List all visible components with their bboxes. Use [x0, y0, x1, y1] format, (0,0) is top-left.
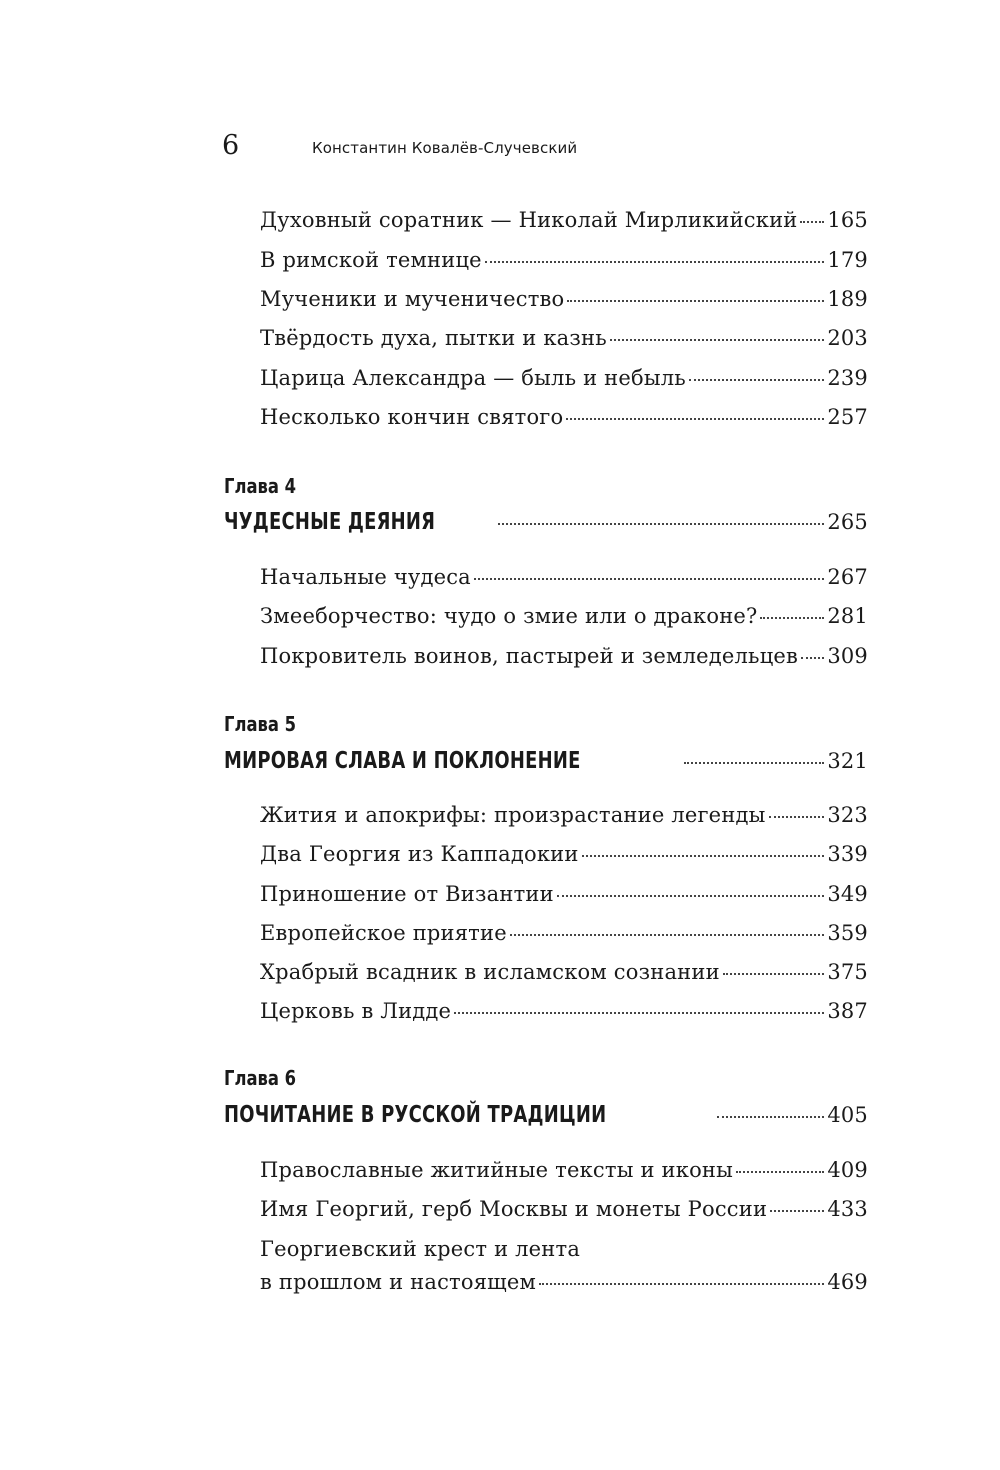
toc-entry: [260, 364, 868, 392]
chapter-heading: [224, 508, 868, 536]
toc-entry-title: Мученики и мученичество: [260, 287, 565, 311]
toc-entry-title: Твёрдость духа, пытки и казнь: [260, 326, 607, 350]
dot-leader: [689, 379, 824, 381]
dot-leader: [801, 657, 824, 659]
chapter-page: 321: [827, 749, 868, 773]
dot-leader: [566, 418, 824, 420]
toc-entry-title: Приношение от Византии: [260, 882, 554, 906]
dot-leader: [760, 617, 824, 619]
dot-leader: [539, 1283, 824, 1285]
toc-entry-title: Два Георгия из Каппадокии: [260, 842, 579, 866]
toc-entry-title: Змееборчество: чудо о змие или о драконе?: [260, 604, 758, 628]
chapter-title: ЧУДЕСНЫЕ ДЕЯНИЯ: [224, 509, 436, 535]
toc-entry: [260, 324, 868, 352]
dot-leader: [769, 816, 825, 818]
dot-leader: [582, 855, 825, 857]
toc-entry: [260, 602, 868, 630]
dot-leader: [510, 934, 824, 936]
dot-leader: [474, 578, 824, 580]
toc-entry-title: Покровитель воинов, пастырей и земледельцев: [260, 644, 799, 668]
toc-entry-title-line2: в прошлом и настоящем: [260, 1270, 537, 1294]
dot-leader: [736, 1171, 824, 1173]
toc-entry: [260, 801, 868, 829]
toc-entry: [260, 880, 868, 908]
chapter-label: Глава 5: [224, 712, 297, 736]
toc-entry-title: Церковь в Лидде: [260, 999, 452, 1023]
toc-entry-page: 339: [827, 842, 868, 866]
toc-entry: [260, 206, 868, 234]
chapter-page: 265: [827, 510, 868, 534]
toc-entry-page: 239: [827, 366, 868, 390]
toc-entry: [260, 403, 868, 431]
toc-entry-page: 267: [827, 565, 868, 589]
toc-entry: [260, 958, 868, 986]
toc-entry: [260, 1156, 868, 1184]
toc-entry-page: 189: [827, 287, 868, 311]
page-number: 6: [222, 130, 240, 161]
chapter-label: Глава 4: [224, 474, 297, 498]
toc-entry-title: Начальные чудеса: [260, 565, 471, 589]
toc-entry-page: 309: [827, 644, 868, 668]
dot-leader: [610, 339, 824, 341]
toc-entry-page: 203: [827, 326, 868, 350]
running-head: [0, 0, 1000, 180]
toc-entry-page: 409: [827, 1158, 868, 1182]
toc-entry-page: 179: [827, 248, 868, 272]
chapter-page: 405: [827, 1103, 868, 1127]
toc-entry: [260, 1268, 868, 1296]
toc-entry-page: 359: [827, 921, 868, 945]
dot-leader: [498, 523, 825, 525]
toc-entry-title: Царица Александра — быль и небыль: [260, 366, 686, 390]
dot-leader: [567, 300, 824, 302]
chapter-title: МИРОВАЯ СЛАВА И ПОКЛОНЕНИЕ: [224, 748, 581, 774]
toc-entry-title: Духовный соратник — Николай Мирликийский: [260, 208, 798, 232]
toc-entry-page: 375: [827, 960, 868, 984]
dot-leader: [717, 1116, 824, 1118]
toc-entry: [260, 997, 868, 1025]
dot-leader: [800, 221, 824, 223]
toc-entry: [260, 563, 868, 591]
toc-entry-page: 323: [827, 803, 868, 827]
dot-leader: [770, 1210, 824, 1212]
toc-entry: [260, 919, 868, 947]
toc-entry: [260, 642, 868, 670]
dot-leader: [723, 973, 825, 975]
toc-entry-page: 387: [827, 999, 868, 1023]
toc-entry-page: 281: [827, 604, 868, 628]
toc-entry-title: Жития и апокрифы: произрастание легенды: [260, 803, 766, 827]
toc-entry-title: Имя Георгий, герб Москвы и монеты России: [260, 1197, 768, 1221]
toc-entry-page: 349: [827, 882, 868, 906]
chapter-label: Глава 6: [224, 1066, 297, 1090]
toc-entry: [260, 285, 868, 313]
dot-leader: [557, 895, 825, 897]
dot-leader: [684, 762, 824, 764]
chapter-heading: [224, 1101, 868, 1129]
toc-entry-page: 165: [827, 208, 868, 232]
dot-leader: [454, 1012, 824, 1014]
dot-leader: [485, 261, 825, 263]
toc-entry: [260, 246, 868, 274]
toc-entry-title: Европейское приятие: [260, 921, 507, 945]
toc-entry-title: Несколько кончин святого: [260, 405, 564, 429]
toc-entry-page: 257: [827, 405, 868, 429]
toc-entry-page: 469: [827, 1270, 868, 1294]
toc-entry-title: Православные житийные тексты и иконы: [260, 1158, 734, 1182]
toc-entry: [260, 840, 868, 868]
chapter-title: ПОЧИТАНИЕ В РУССКОЙ ТРАДИЦИИ: [224, 1102, 607, 1128]
toc-entry: [260, 1195, 868, 1223]
toc-entry-title: Храбрый всадник в исламском сознании: [260, 960, 720, 984]
toc-entry-page: 433: [827, 1197, 868, 1221]
toc-entry-title-line1: Георгиевский крест и лента: [260, 1237, 581, 1261]
toc-entry-title: В римской темнице: [260, 248, 482, 272]
running-head-author: Константин Ковалёв-Случевский: [312, 139, 578, 157]
chapter-heading: [224, 747, 868, 775]
